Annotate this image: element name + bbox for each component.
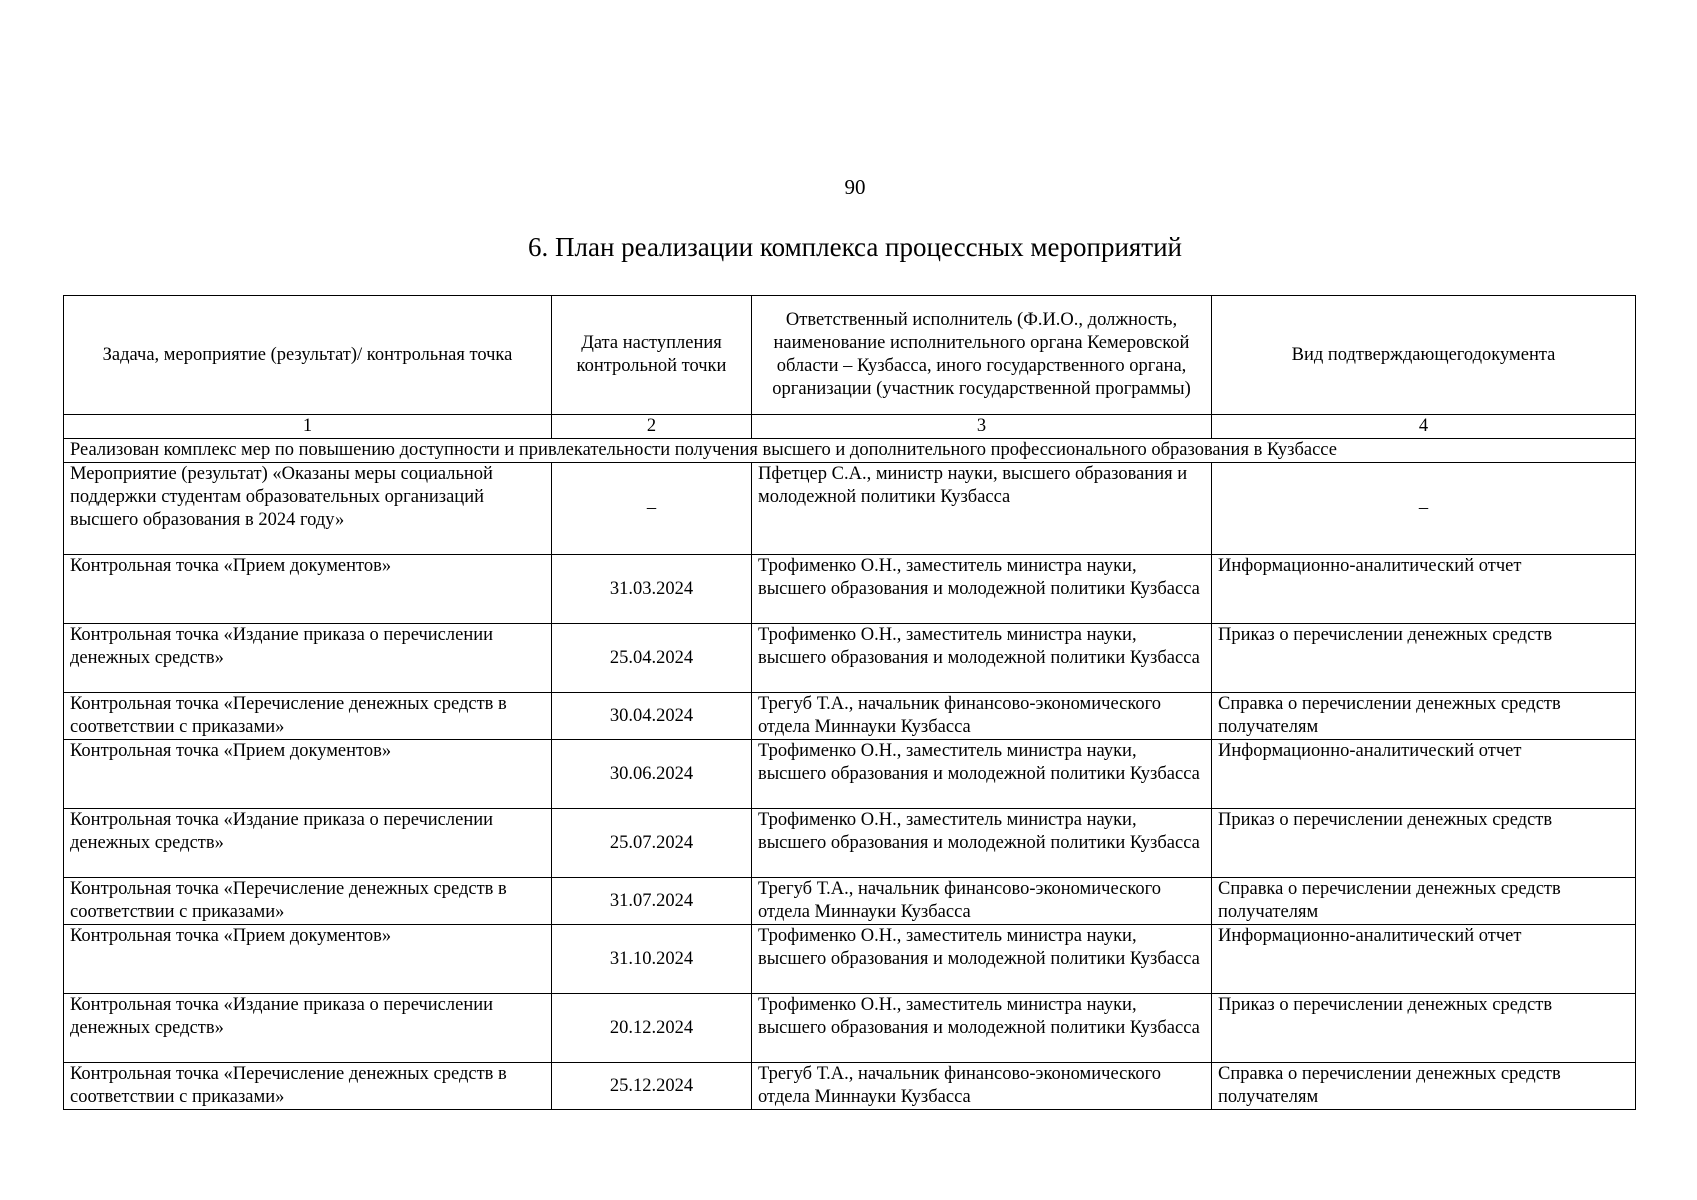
- row-responsible: Трофименко О.Н., заместитель министра науки, высшего образования и молодежной политики Кузбасса: [752, 809, 1212, 878]
- column-header-date: Дата наступления контрольной точки: [552, 296, 752, 415]
- plan-table: [63, 295, 1636, 1110]
- column-header-responsible: Ответственный исполнитель (Ф.И.О., должность, наименование исполнительного органа Кемеровской области – Кузбасса, иного государственного органа, организации (участник государственной программы): [752, 296, 1212, 415]
- row-responsible: Трофименко О.Н., заместитель министра науки, высшего образования и молодежной политики Кузбасса: [752, 994, 1212, 1063]
- column-header-document: Вид подтверждающегодокумента: [1212, 296, 1636, 415]
- row-task: Контрольная точка «Перечисление денежных средств в соответствии с приказами»: [64, 878, 552, 925]
- row-document: Справка о перечислении денежных средств получателям: [1212, 878, 1636, 925]
- row-responsible: Трегуб Т.А., начальник финансово-экономического отдела Миннауки Кузбасса: [752, 693, 1212, 740]
- event-responsible: Пфетцер С.А., министр науки, высшего образования и молодежной политики Кузбасса: [752, 463, 1212, 555]
- table-row: [64, 555, 1636, 624]
- row-date: 30.04.2024: [552, 693, 752, 740]
- row-document: Справка о перечислении денежных средств получателям: [1212, 693, 1636, 740]
- event-row: [64, 463, 1636, 555]
- section-title: Реализован комплекс мер по повышению доступности и привлекательности получения высшего и дополнительного профессионального образования в Кузбассе: [64, 439, 1636, 463]
- row-date: 31.03.2024: [552, 555, 752, 624]
- row-task: Контрольная точка «Перечисление денежных средств в соответствии с приказами»: [64, 1063, 552, 1110]
- table-row: [64, 740, 1636, 809]
- table-row: [64, 693, 1636, 740]
- row-document: Приказ о перечислении денежных средств: [1212, 624, 1636, 693]
- page-number: 90: [844, 175, 866, 199]
- page-title: 6. План реализации комплекса процессных мероприятий: [527, 232, 1183, 262]
- row-date: 31.10.2024: [552, 925, 752, 994]
- row-document: Приказ о перечислении денежных средств: [1212, 809, 1636, 878]
- table-row: [64, 809, 1636, 878]
- table-row: [64, 994, 1636, 1063]
- row-document: Информационно-аналитический отчет: [1212, 555, 1636, 624]
- row-document: Информационно-аналитический отчет: [1212, 740, 1636, 809]
- row-responsible: Трофименко О.Н., заместитель министра науки, высшего образования и молодежной политики Кузбасса: [752, 925, 1212, 994]
- row-task: Контрольная точка «Издание приказа о перечислении денежных средств»: [64, 624, 552, 693]
- row-responsible: Трофименко О.Н., заместитель министра науки, высшего образования и молодежной политики Кузбасса: [752, 624, 1212, 693]
- column-number: 3: [752, 415, 1212, 439]
- row-responsible: Трегуб Т.А., начальник финансово-экономического отдела Миннауки Кузбасса: [752, 1063, 1212, 1110]
- row-date: 25.07.2024: [552, 809, 752, 878]
- row-document: Справка о перечислении денежных средств получателям: [1212, 1063, 1636, 1110]
- row-responsible: Трофименко О.Н., заместитель министра науки, высшего образования и молодежной политики Кузбасса: [752, 555, 1212, 624]
- event-date: –: [552, 463, 752, 555]
- row-task: Контрольная точка «Перечисление денежных средств в соответствии с приказами»: [64, 693, 552, 740]
- row-task: Контрольная точка «Издание приказа о перечислении денежных средств»: [64, 809, 552, 878]
- row-task: Контрольная точка «Прием документов»: [64, 740, 552, 809]
- event-task: Мероприятие (результат) «Оказаны меры социальной поддержки студентам образовательных организаций высшего образования в 2024 году»: [64, 463, 552, 555]
- row-task: Контрольная точка «Прием документов»: [64, 555, 552, 624]
- row-document: Приказ о перечислении денежных средств: [1212, 994, 1636, 1063]
- column-number: 4: [1212, 415, 1636, 439]
- event-document: –: [1212, 463, 1636, 555]
- row-responsible: Трофименко О.Н., заместитель министра науки, высшего образования и молодежной политики Кузбасса: [752, 740, 1212, 809]
- table-row: [64, 624, 1636, 693]
- table-header-row: [64, 296, 1636, 415]
- column-number-row: [64, 415, 1636, 439]
- row-responsible: Трегуб Т.А., начальник финансово-экономического отдела Миннауки Кузбасса: [752, 878, 1212, 925]
- table-row: [64, 878, 1636, 925]
- row-date: 30.06.2024: [552, 740, 752, 809]
- row-document: Информационно-аналитический отчет: [1212, 925, 1636, 994]
- table-row: [64, 925, 1636, 994]
- row-date: 25.12.2024: [552, 1063, 752, 1110]
- row-date: 25.04.2024: [552, 624, 752, 693]
- row-date: 20.12.2024: [552, 994, 752, 1063]
- column-number: 1: [64, 415, 552, 439]
- table-row: [64, 1063, 1636, 1110]
- row-date: 31.07.2024: [552, 878, 752, 925]
- row-task: Контрольная точка «Прием документов»: [64, 925, 552, 994]
- section-row: [64, 439, 1636, 463]
- row-task: Контрольная точка «Издание приказа о перечислении денежных средств»: [64, 994, 552, 1063]
- column-number: 2: [552, 415, 752, 439]
- column-header-task: Задача, мероприятие (результат)/ контрольная точка: [64, 296, 552, 415]
